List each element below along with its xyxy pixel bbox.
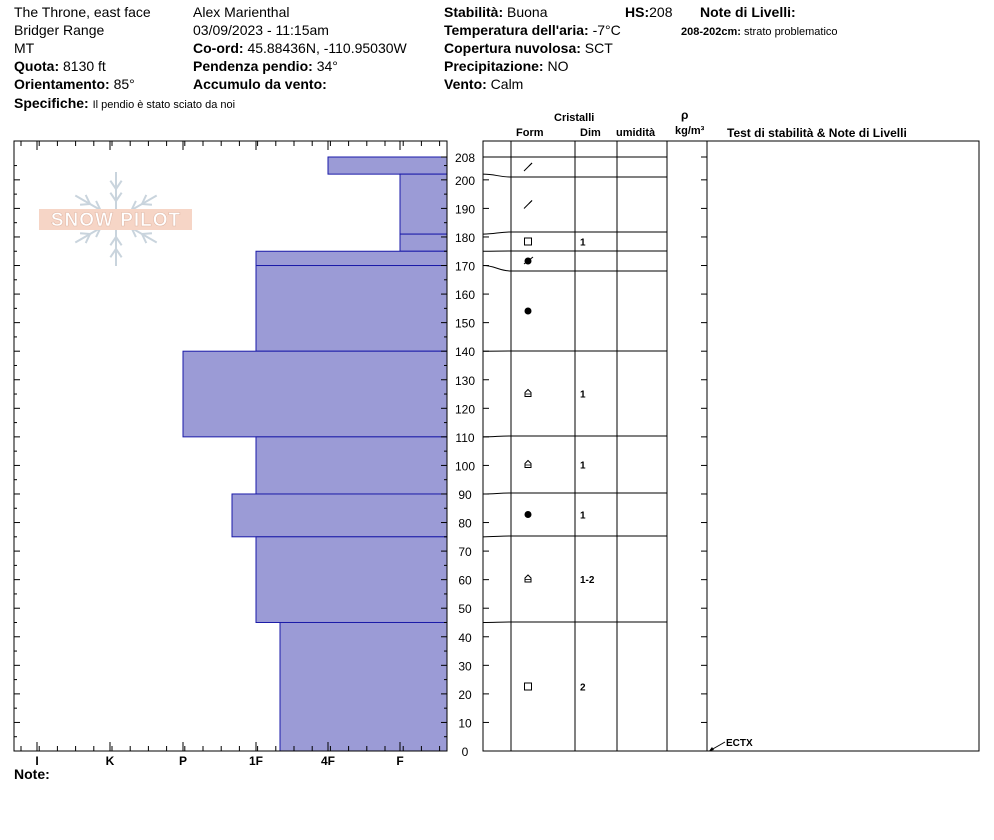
hardness-label-P: P: [178, 754, 188, 768]
depth-label-120: 120: [454, 402, 476, 417]
depth-label-30: 30: [458, 659, 472, 674]
stability-tests: [709, 738, 753, 751]
umidita-header: umidità: [616, 127, 656, 139]
depth-label-208: 208: [454, 151, 476, 165]
hardness-bar-2: [400, 234, 447, 251]
depth-label-10: 10: [458, 716, 472, 731]
form-header: Form: [516, 127, 544, 139]
depth-label-110: 110: [455, 430, 475, 445]
crystal-faceted-icon: [525, 238, 532, 245]
air-temp-label: Temperatura dell'aria:: [444, 22, 589, 38]
depth-label-180: 180: [454, 230, 476, 245]
depth-label-40: 40: [458, 630, 472, 645]
depth-label-100: 100: [454, 459, 476, 474]
layer-connector-75: [483, 536, 511, 537]
crystal-depth-hoar-icon: [525, 461, 531, 468]
rho-header: ρ: [681, 108, 689, 122]
density-unit-header: kg/m³: [675, 125, 705, 137]
depth-label-190: 190: [454, 202, 476, 217]
stability-tests-header: Test di stabilità & Note di Livelli: [727, 126, 907, 140]
crystal-rounded-icon: [525, 511, 532, 518]
layer-connector-90: [483, 493, 511, 494]
precip-value: NO: [547, 58, 569, 74]
state: MT: [14, 40, 35, 56]
wind-label: Vento:: [444, 76, 487, 92]
hardness-bar-8: [256, 537, 447, 623]
hardness-bar-1: [400, 174, 447, 234]
datetime: 03/09/2023 - 11:15am: [193, 22, 329, 38]
hs-label: HS:: [625, 4, 650, 20]
depth-label-170: 170: [454, 259, 476, 274]
dim-header: Dim: [580, 127, 601, 139]
stability-value: Buona: [507, 4, 548, 20]
precip-label: Precipitazione:: [444, 58, 544, 74]
hardness-bar-9: [280, 622, 447, 751]
cloud-label: Copertura nuvolosa:: [444, 40, 581, 56]
crystal-faceted-icon: [525, 683, 532, 690]
note-label: Note:: [14, 766, 50, 782]
crystal-dim-6: 1: [580, 460, 586, 472]
crystal-rounded-icon: [525, 308, 532, 315]
depth-label-50: 50: [458, 602, 472, 617]
layer-connector-202: [483, 174, 511, 177]
stability-label: Stabilità:: [444, 4, 504, 20]
depth-label-20: 20: [458, 687, 472, 702]
crystal-dims: [580, 238, 595, 694]
observer: Alex Marienthal: [193, 4, 290, 20]
specifiche-label: Specifiche:: [14, 95, 89, 111]
chart-frame: [14, 141, 979, 751]
hardness-bars: [183, 157, 447, 751]
cristalli-header: Cristalli: [554, 112, 595, 124]
hardness-bar-6: [256, 437, 447, 494]
coord-label: Co-ord:: [193, 40, 244, 56]
crystal-dim-2: 1: [580, 237, 586, 249]
depth-label-140: 140: [454, 345, 476, 360]
test-result-label: ECTX: [726, 738, 753, 749]
hardness-bar-7: [232, 494, 447, 537]
depth-label-160: 160: [454, 288, 476, 303]
depth-label-0: 0: [461, 745, 469, 759]
depth-label-60: 60: [458, 573, 472, 588]
depth-label-150: 150: [454, 316, 476, 331]
wind-value: Calm: [490, 76, 524, 92]
depth-label-200: 200: [454, 173, 476, 188]
layer-connector-110: [483, 436, 511, 437]
test-arrow-icon: [709, 747, 714, 751]
depth-label-80: 80: [458, 516, 472, 531]
layer-connector-181: [483, 232, 511, 234]
crystal-dim-7: 1: [580, 510, 586, 522]
depth-label-130: 130: [454, 373, 476, 388]
crystal-depth-hoar-icon: [525, 575, 531, 582]
hs-value: 208: [649, 4, 673, 20]
crystal-melt-freeze-crust-icon: [524, 257, 533, 265]
hardness-bar-5: [183, 351, 447, 437]
snowpilot-logo: [39, 172, 192, 266]
cloud-value: SCT: [584, 40, 613, 56]
location: The Throne, east face: [14, 4, 151, 20]
layer-connector-170: [483, 266, 511, 271]
orient-value: 85°: [113, 76, 135, 92]
logo-text: SNOW PILOT: [50, 210, 182, 231]
orient-label: Orientamento:: [14, 76, 110, 92]
hardness-label-F: F: [396, 754, 404, 768]
crystal-depth-hoar-icon: [525, 390, 531, 397]
hardness-label-I: I: [35, 754, 39, 768]
air-temp-value: -7°C: [592, 22, 621, 38]
crystal-dim-5: 1: [580, 389, 586, 401]
coord-value: 45.88436N, -110.95030W: [247, 40, 407, 56]
slope-label: Pendenza pendio:: [193, 58, 313, 74]
hardness-label-K: K: [105, 754, 115, 768]
wind-load-label: Accumulo da vento:: [193, 76, 327, 92]
depth-label-90: 90: [458, 487, 472, 502]
hardness-bar-4: [256, 266, 447, 352]
crystal-symbols: [524, 163, 533, 690]
depth-label-70: 70: [458, 545, 472, 560]
crystal-decomposing-icon: [524, 201, 532, 209]
range: Bridger Range: [14, 22, 105, 38]
layer-note-range: 208-202cm:: [681, 26, 741, 38]
hardness-label-1F: 1F: [248, 754, 264, 768]
crystal-dim-8: 1-2: [580, 575, 595, 586]
quota-value: 8130 ft: [63, 58, 106, 74]
layer-note-text: strato problematico: [744, 26, 838, 38]
hardness-bar-3: [256, 251, 447, 265]
hardness-bar-0: [328, 157, 447, 174]
slope-value: 34°: [316, 58, 338, 74]
layer-grid: [511, 157, 667, 622]
crystal-dim-9: 2: [580, 682, 586, 694]
layer-connectors: [483, 157, 511, 622]
layer-notes-label: Note di Livelli:: [700, 4, 796, 20]
crystal-decomposing-icon: [524, 163, 532, 171]
specifiche-value: Il pendio è stato sciato da noi: [92, 99, 236, 111]
quota-label: Quota:: [14, 58, 60, 74]
hardness-label-4F: 4F: [320, 754, 336, 768]
